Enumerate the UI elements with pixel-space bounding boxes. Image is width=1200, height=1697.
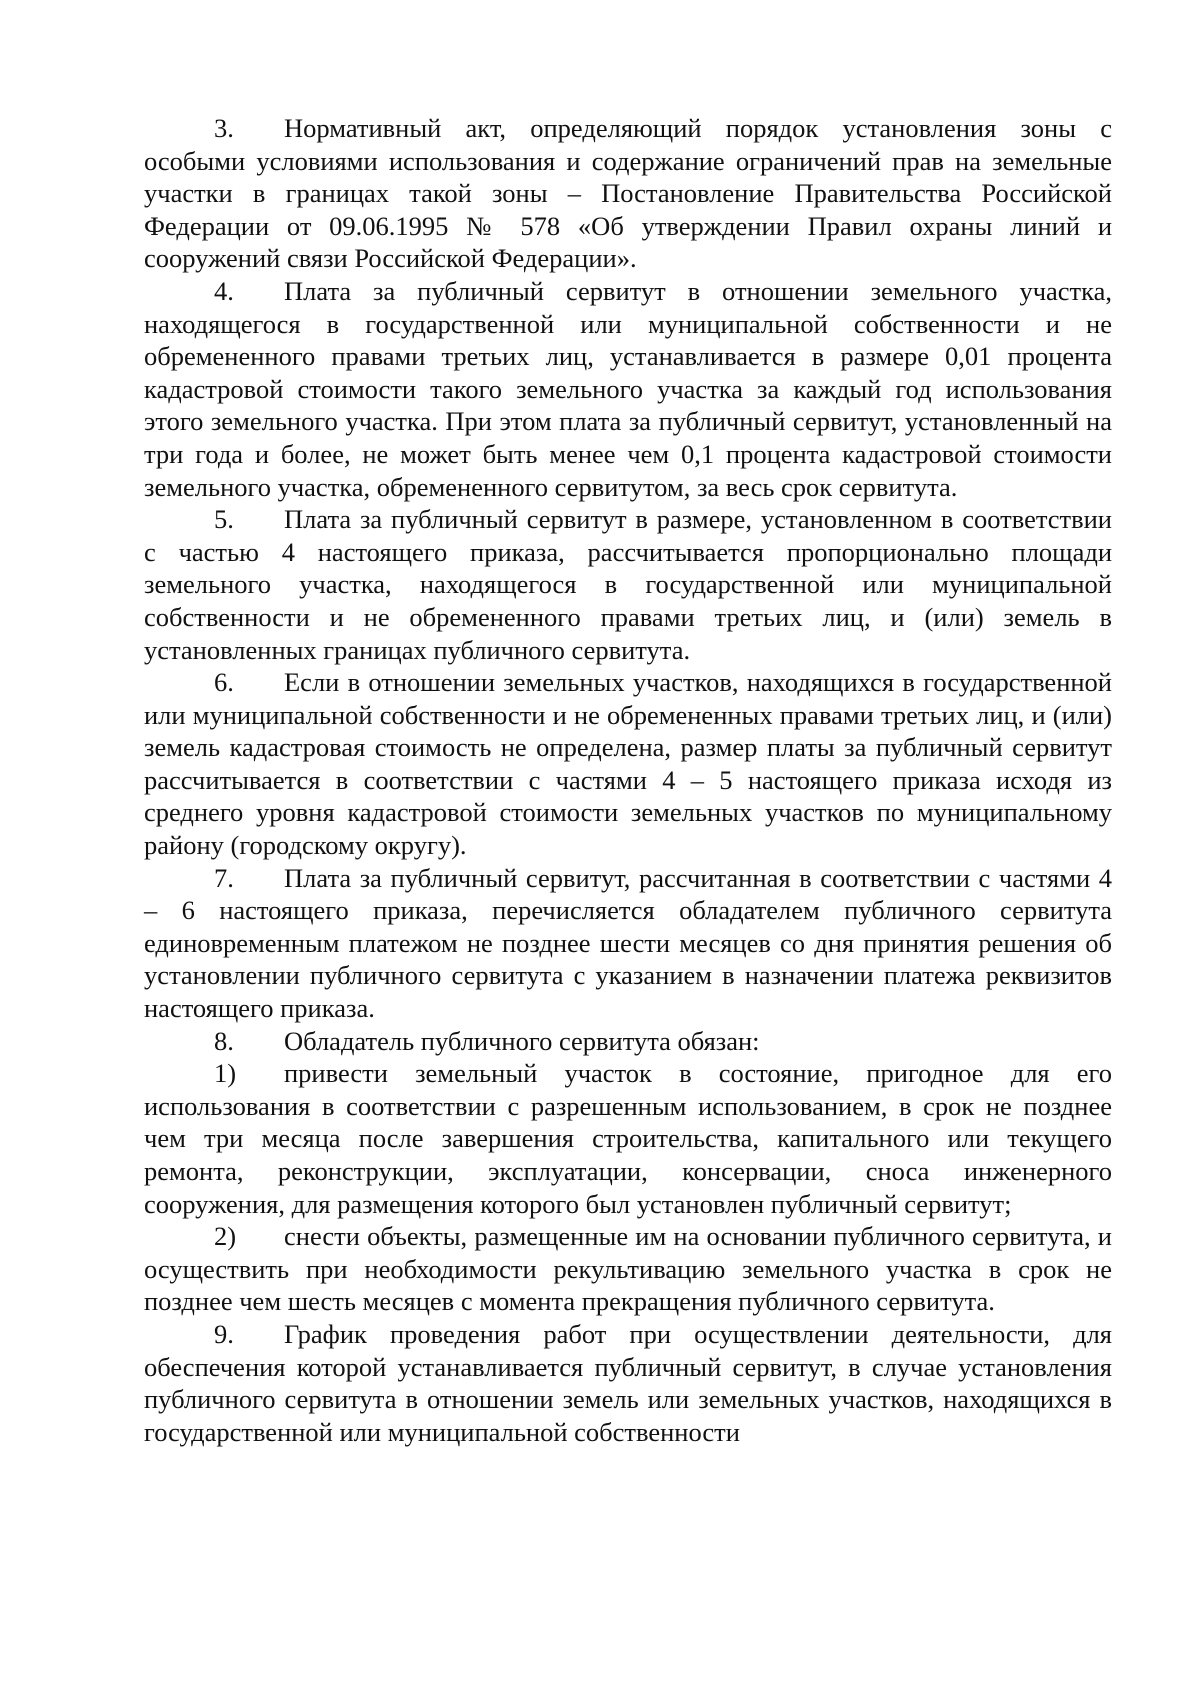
paragraph-text: Плата за публичный сервитут в отношении земельного участка, находящегося в государственной или муниципальной собственности и не обремененного правами третьих лиц, устанавливается в размере 0,01 процента кадастровой стоимости такого земельного участка за каждый год использования этого земельного участка. При этом плата за публичный сервитут, установленный на три года и более, не может быть менее чем 0,1 процента кадастровой стоимости земельного участка, обремененного сервитутом, за весь срок сервитута. xyxy=(144,275,1112,502)
paragraph-text: Плата за публичный сервитут в размере, установленном в соответствии с частью 4 настоящего приказа, рассчитывается пропорционально площади земельного участка, находящегося в государственной или муниципальной собственности и не обремененного правами третьих лиц, и (или) земель в установленных границах публичного сервитута. xyxy=(144,504,1112,665)
paragraph-6 xyxy=(144,666,1112,862)
paragraph-9 xyxy=(144,1318,1112,1448)
paragraph-number: 9. xyxy=(214,1318,234,1349)
subitem-number: 2) xyxy=(214,1221,237,1252)
paragraph-number: 5. xyxy=(214,504,234,535)
paragraph-text: График проведения работ при осуществлении деятельности, для обеспечения которой устанавливается публичный сервитут, в случае установления публичного сервитута в отношении земель или земельных участков, находящихся в государственной или муниципальной собственности xyxy=(144,1318,1112,1447)
paragraph-number: 3. xyxy=(214,113,234,143)
paragraph-text: Обладатель публичного сервитута обязан: xyxy=(284,1025,760,1056)
paragraph-number: 4. xyxy=(214,275,234,306)
paragraph-7 xyxy=(144,862,1112,1025)
paragraph-text: Нормативный акт, определяющий порядок установления зоны с особыми условиями использования и содержание ограничений прав на земельные участки в границах такой зоны – Постановление Правительства Российской Федерации от 09.06.1995 № 578 «Об утверждении Правил охраны линий и сооружений связи Российской Федерации». xyxy=(144,113,1112,274)
paragraph-8 xyxy=(144,1025,1112,1058)
paragraph-3 xyxy=(144,112,1112,275)
paragraph-text: Если в отношении земельных участков, находящихся в государственной или муниципальной собственности и не обремененных правами третьих лиц, и (или) земель кадастровая стоимость не определена, размер платы за публичный сервитут рассчитывается в соответствии с частями 4 – 5 настоящего приказа исходя из среднего уровня кадастровой стоимости земельных участков по муниципальному району (городскому округу). xyxy=(144,667,1112,861)
paragraph-5 xyxy=(144,503,1112,666)
subitem-number: 1) xyxy=(214,1058,237,1089)
subitem-2 xyxy=(144,1220,1112,1318)
paragraph-text: Плата за публичный сервитут, рассчитанная в соответствии с частями 4 – 6 настоящего приказа, перечисляется обладателем публичного сервитута единовременным платежом не позднее шести месяцев со дня принятия решения об установлении публичного сервитута с указанием в назначении платежа реквизитов настоящего приказа. xyxy=(144,862,1112,1024)
subitem-text: привести земельный участок в состояние, пригодное для его использования в соответствии с разрешенным использованием, в срок не позднее чем три месяца после завершения строительства, капитального или текущего ремонта, реконструкции, эксплуатации, консервации, сноса инженерного сооружения, для размещения которого был установлен публичный сервитут; xyxy=(144,1058,1112,1219)
subitem-text: снести объекты, размещенные им на основании публичного сервитута, и осуществить при необходимости рекультивацию земельного участка в срок не позднее чем шесть месяцев с момента прекращения публичного сервитута. xyxy=(144,1221,1112,1317)
paragraph-number: 7. xyxy=(214,862,234,893)
paragraph-number: 6. xyxy=(214,667,234,698)
paragraph-number: 8. xyxy=(214,1025,234,1056)
document-body xyxy=(144,112,1112,1448)
subitem-1 xyxy=(144,1057,1112,1220)
paragraph-4 xyxy=(144,275,1112,503)
